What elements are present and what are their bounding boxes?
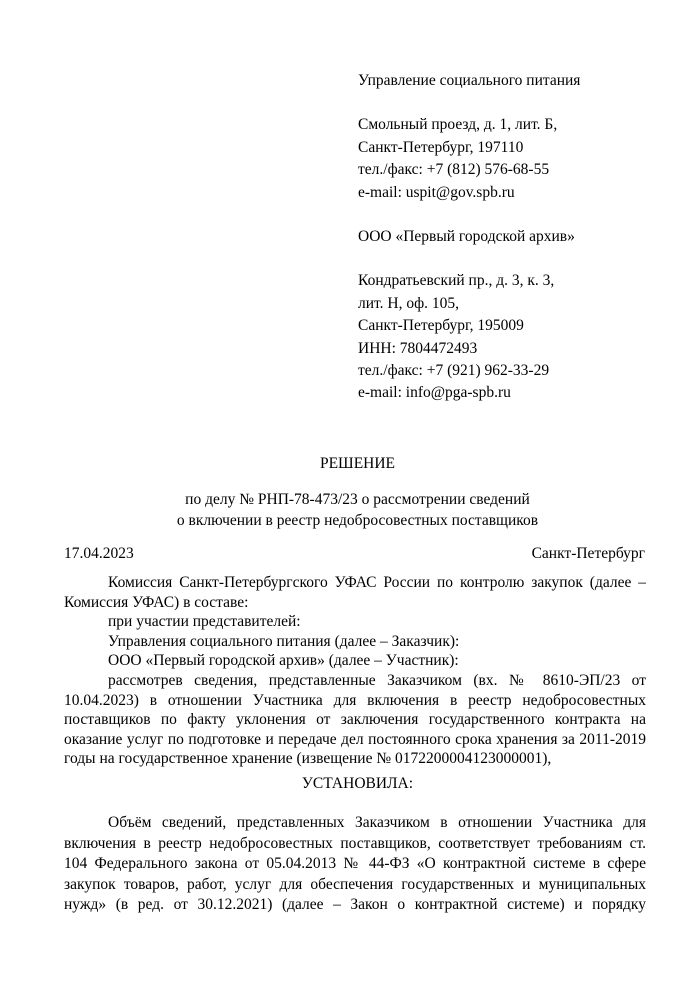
spacer — [358, 92, 678, 114]
participant-name: ООО «Первый городской архив» — [358, 228, 575, 246]
customer-email: e-mail: uspit@gov.spb.ru — [358, 183, 515, 201]
customer-name: Управление социального питания — [358, 72, 581, 89]
document-date: 17.04.2023 — [64, 545, 134, 562]
finding-paragraph: Объём сведений, представленных Заказчиком в отношении Участника для включения в реестр недобросовестных поставщиков, соответствует требованиям ст. 104 Федерального закона от 05.04.2013 № 44-ФЗ «О контрактной системе в сфере закупок товаров, работ, услуг для обеспечения государственных и муниципальных нужд» (в ред. от 30.12.2021) (далее – Закон о контрактной системе) и порядку — [64, 814, 646, 913]
decision-preamble — [64, 573, 646, 769]
participant-address — [358, 226, 678, 405]
customer-address-line: Санкт-Петербург, 197110 — [358, 138, 524, 156]
document-title: РЕШЕНИЕ — [319, 455, 396, 472]
subject-line: по делу № РНП-78-473/23 о рассмотрении сведений — [185, 491, 530, 508]
participant-address-line: лит. Н, оф. 105, — [358, 294, 459, 312]
document-subject — [0, 489, 700, 531]
subject-line: о включении в реестр недобросовестных поставщиков — [176, 512, 539, 529]
spacer — [358, 248, 678, 270]
customer-address-line: тел./факс: +7 (812) 576-68-55 — [358, 161, 550, 179]
customer-rep-line: Управления социального питания (далее – Заказчик): — [108, 632, 460, 650]
participant-address-line: Санкт-Петербург, 195009 — [358, 317, 524, 335]
participation-line: при участии представителей: — [108, 613, 301, 631]
customer-address-line: Смольный проезд, д. 1, лит. Б, — [358, 116, 558, 134]
participant-phone: тел./факс: +7 (921) 962-33-29 — [358, 362, 550, 380]
decision-findings — [64, 813, 646, 916]
established-heading: УСТАНОВИЛА: — [301, 775, 414, 792]
participant-email: e-mail: info@pga-spb.ru — [358, 384, 511, 402]
document-city: Санкт-Петербург — [531, 545, 645, 562]
considered-paragraph: рассмотрев сведения, представленные Заказчиком (вх. № 8610-ЭП/23 от 10.04.2023) в отношении Участника для включения в реестр недобросовестных поставщиков по факту уклонения от заключения государственного контракта на оказание услуг по подготовке и передаче дел постоянного срока хранения за 2011-2019 годы на государственное хранение (извещение № 0172200004123000001), — [64, 671, 646, 768]
addressee-block — [358, 70, 678, 405]
commission-paragraph: Комиссия Санкт-Петербургского УФАС России по контролю закупок (далее – Комиссия УФАС) в составе: — [64, 574, 646, 611]
participant-inn: ИНН: 7804472493 — [358, 339, 478, 357]
participant-rep-line: ООО «Первый городской архив» (далее – Участник): — [108, 652, 459, 670]
spacer — [358, 204, 678, 226]
customer-address — [358, 70, 678, 204]
participant-address-line: Кондратьевский пр., д. 3, к. 3, — [358, 272, 555, 290]
